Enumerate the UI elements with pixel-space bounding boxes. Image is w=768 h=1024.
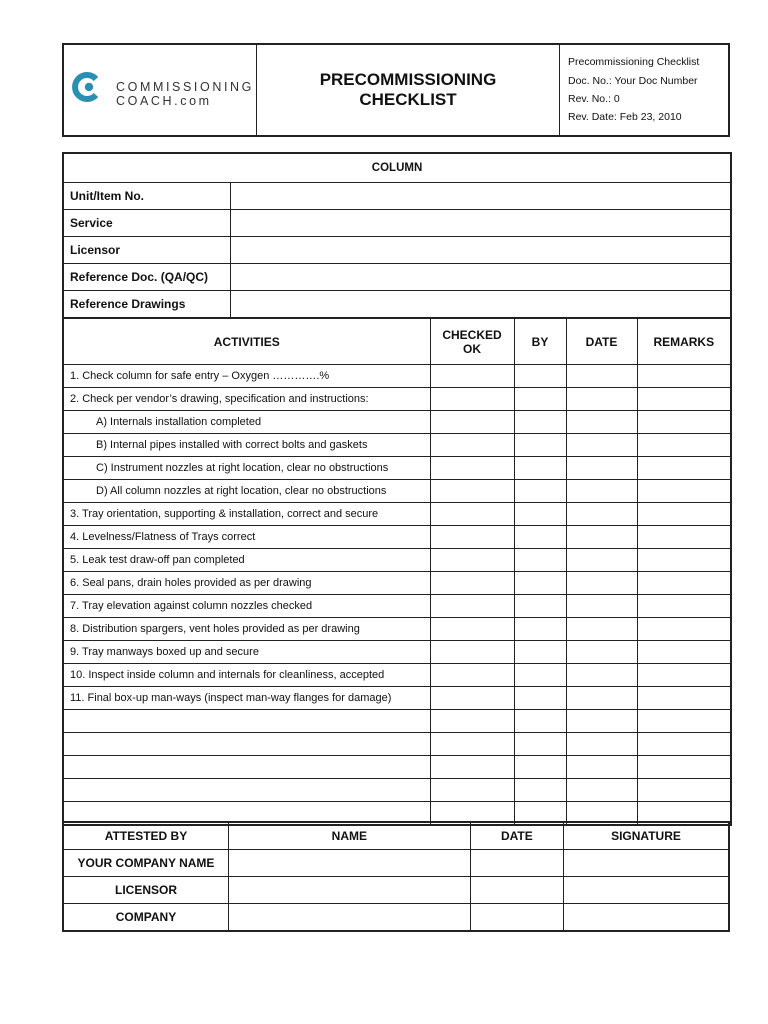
- name-header: NAME: [228, 822, 470, 850]
- by-cell[interactable]: [514, 733, 566, 756]
- attested-by-header: ATTESTED BY: [63, 822, 228, 850]
- section-title: COLUMN: [63, 153, 731, 183]
- activity-row: [63, 549, 731, 572]
- by-cell[interactable]: [514, 526, 566, 549]
- attestation-signature-cell[interactable]: [563, 904, 729, 932]
- checked-ok-header: [430, 318, 514, 365]
- activity-row: [63, 388, 731, 411]
- remarks-cell[interactable]: [637, 710, 731, 733]
- commissioning-coach-logo-icon: [71, 72, 101, 102]
- remarks-cell[interactable]: [637, 503, 731, 526]
- activity-text: D) All column nozzles at right location, clear no obstructions: [63, 480, 430, 503]
- checked-ok-cell[interactable]: [430, 572, 514, 595]
- remarks-cell[interactable]: [637, 549, 731, 572]
- remarks-cell[interactable]: [637, 388, 731, 411]
- info-label: Licensor: [63, 237, 230, 264]
- attestation-name-cell[interactable]: [228, 904, 470, 932]
- by-cell[interactable]: [514, 480, 566, 503]
- attestation-date-cell[interactable]: [470, 904, 563, 932]
- attestation-name-cell[interactable]: [228, 850, 470, 877]
- attestation-party-label: LICENSOR: [63, 877, 228, 904]
- date-cell[interactable]: [566, 457, 637, 480]
- remarks-cell[interactable]: [637, 733, 731, 756]
- activity-row: [63, 365, 731, 388]
- checked-ok-cell[interactable]: [430, 503, 514, 526]
- activity-row: [63, 733, 731, 756]
- date-header: DATE: [566, 318, 637, 365]
- remarks-cell[interactable]: [637, 457, 731, 480]
- by-cell[interactable]: [514, 687, 566, 710]
- by-cell[interactable]: [514, 503, 566, 526]
- remarks-cell[interactable]: [637, 756, 731, 779]
- checked-ok-cell[interactable]: [430, 595, 514, 618]
- revision-date: Rev. Date: Feb 23, 2010: [568, 111, 682, 124]
- remarks-cell[interactable]: [637, 480, 731, 503]
- activity-text: [63, 733, 430, 756]
- activity-row: [63, 503, 731, 526]
- date-cell[interactable]: [566, 434, 637, 457]
- info-label: Reference Doc. (QA/QC): [63, 264, 230, 291]
- activity-row: [63, 687, 731, 710]
- date-cell[interactable]: [566, 480, 637, 503]
- checked-ok-cell[interactable]: [430, 641, 514, 664]
- info-value-field[interactable]: [230, 291, 731, 319]
- activity-row: [63, 618, 731, 641]
- info-value-field[interactable]: [230, 237, 731, 264]
- info-value-field[interactable]: [230, 183, 731, 210]
- activity-row: [63, 641, 731, 664]
- by-cell[interactable]: [514, 411, 566, 434]
- logo: [63, 44, 257, 136]
- info-row: [63, 183, 731, 210]
- activity-row: [63, 457, 731, 480]
- attestation-date-cell[interactable]: [470, 850, 563, 877]
- checked-ok-cell[interactable]: [430, 756, 514, 779]
- document-title: [257, 44, 560, 136]
- info-row: [63, 210, 731, 237]
- activity-text: A) Internals installation completed: [63, 411, 430, 434]
- logo-line-2: COACH.com: [116, 94, 212, 108]
- activity-text: [63, 779, 430, 802]
- checked-ok-cell[interactable]: [430, 480, 514, 503]
- remarks-cell[interactable]: [637, 434, 731, 457]
- title-line-2: CHECKLIST: [359, 90, 457, 109]
- by-header: BY: [514, 318, 566, 365]
- activity-text: B) Internal pipes installed with correct bolts and gaskets: [63, 434, 430, 457]
- date-cell[interactable]: [566, 572, 637, 595]
- attestation-party-label: YOUR COMPANY NAME: [63, 850, 228, 877]
- revision-number: Rev. No.: 0: [568, 93, 620, 105]
- activities-header: ACTIVITIES: [63, 318, 430, 365]
- checked-ok-cell[interactable]: [430, 549, 514, 572]
- activity-text: [63, 756, 430, 779]
- checked-ok-cell[interactable]: [430, 664, 514, 687]
- remarks-cell[interactable]: [637, 641, 731, 664]
- date-cell[interactable]: [566, 779, 637, 802]
- remarks-cell[interactable]: [637, 365, 731, 388]
- remarks-cell[interactable]: [637, 618, 731, 641]
- checked-ok-cell[interactable]: [430, 710, 514, 733]
- date-cell[interactable]: [566, 733, 637, 756]
- attestation-signature-cell[interactable]: [563, 877, 729, 904]
- logo-line-1: COMMISSIONING: [116, 80, 254, 94]
- activity-header-row: [63, 318, 731, 365]
- checked-header-line-1: CHECKED: [442, 327, 502, 342]
- attestation-header-row: [63, 822, 729, 850]
- activity-row: [63, 411, 731, 434]
- by-cell[interactable]: [514, 572, 566, 595]
- date-cell[interactable]: [566, 503, 637, 526]
- attestation-name-cell[interactable]: [228, 877, 470, 904]
- attestation-table: [62, 821, 730, 932]
- by-cell[interactable]: [514, 756, 566, 779]
- activity-text: 9. Tray manways boxed up and secure: [63, 641, 430, 664]
- checked-ok-cell[interactable]: [430, 618, 514, 641]
- attestation-date-cell[interactable]: [470, 877, 563, 904]
- by-cell[interactable]: [514, 365, 566, 388]
- by-cell[interactable]: [514, 434, 566, 457]
- activity-text: 5. Leak test draw-off pan completed: [63, 549, 430, 572]
- activity-text: 10. Inspect inside column and internals for cleanliness, accepted: [63, 664, 430, 687]
- remarks-cell[interactable]: [637, 687, 731, 710]
- date-cell[interactable]: [566, 595, 637, 618]
- by-cell[interactable]: [514, 595, 566, 618]
- info-label: Unit/Item No.: [63, 183, 230, 210]
- activity-text: [63, 710, 430, 733]
- document-info: [560, 44, 730, 136]
- info-row: [63, 237, 731, 264]
- date-cell[interactable]: [566, 411, 637, 434]
- date-cell[interactable]: [566, 664, 637, 687]
- info-value-field[interactable]: [230, 210, 731, 237]
- logo-text: [116, 80, 254, 108]
- checked-ok-cell[interactable]: [430, 388, 514, 411]
- activity-text: C) Instrument nozzles at right location, clear no obstructions: [63, 457, 430, 480]
- activity-row: [63, 480, 731, 503]
- by-cell[interactable]: [514, 779, 566, 802]
- info-label: Service: [63, 210, 230, 237]
- attestation-row: [63, 904, 729, 932]
- info-row: [63, 264, 731, 291]
- checked-ok-cell[interactable]: [430, 457, 514, 480]
- checked-ok-cell[interactable]: [430, 434, 514, 457]
- by-cell[interactable]: [514, 549, 566, 572]
- title-line-1: PRECOMMISSIONING: [319, 70, 497, 89]
- date-cell[interactable]: [566, 756, 637, 779]
- date-cell[interactable]: [566, 618, 637, 641]
- by-cell[interactable]: [514, 664, 566, 687]
- activity-row: [63, 526, 731, 549]
- attest-date-header: DATE: [470, 822, 563, 850]
- doc-name: Precommissioning Checklist: [568, 56, 700, 69]
- by-cell[interactable]: [514, 641, 566, 664]
- doc-number: Doc. No.: Your Doc Number: [568, 74, 698, 87]
- checked-ok-cell[interactable]: [430, 687, 514, 710]
- remarks-cell[interactable]: [637, 411, 731, 434]
- by-cell[interactable]: [514, 457, 566, 480]
- activity-text: 7. Tray elevation against column nozzles checked: [63, 595, 430, 618]
- activity-text: 1. Check column for safe entry – Oxygen ………….%: [63, 365, 430, 388]
- activity-text: 8. Distribution spargers, vent holes provided as per drawing: [63, 618, 430, 641]
- date-cell[interactable]: [566, 549, 637, 572]
- attestation-row: [63, 850, 729, 877]
- signature-header: SIGNATURE: [563, 822, 729, 850]
- date-cell[interactable]: [566, 641, 637, 664]
- by-cell[interactable]: [514, 388, 566, 411]
- by-cell[interactable]: [514, 710, 566, 733]
- by-cell[interactable]: [514, 618, 566, 641]
- remarks-header: REMARKS: [637, 318, 731, 365]
- activity-row: [63, 595, 731, 618]
- activity-text: 2. Check per vendor’s drawing, specification and instructions:: [63, 388, 430, 411]
- checked-ok-cell[interactable]: [430, 733, 514, 756]
- date-cell[interactable]: [566, 710, 637, 733]
- checked-ok-cell[interactable]: [430, 411, 514, 434]
- checked-ok-cell[interactable]: [430, 779, 514, 802]
- remarks-cell[interactable]: [637, 779, 731, 802]
- activity-text: 11. Final box-up man-ways (inspect man-way flanges for damage): [63, 687, 430, 710]
- remarks-cell[interactable]: [637, 526, 731, 549]
- remarks-cell[interactable]: [637, 572, 731, 595]
- remarks-cell[interactable]: [637, 595, 731, 618]
- info-label: Reference Drawings: [63, 291, 230, 319]
- activity-row: [63, 756, 731, 779]
- checked-ok-cell[interactable]: [430, 526, 514, 549]
- attestation-row: [63, 877, 729, 904]
- document-header: [62, 43, 730, 137]
- checklist-table: [62, 152, 732, 826]
- activity-text: 6. Seal pans, drain holes provided as per drawing: [63, 572, 430, 595]
- attestation-party-label: COMPANY: [63, 904, 228, 932]
- date-cell[interactable]: [566, 365, 637, 388]
- info-value-field[interactable]: [230, 264, 731, 291]
- info-row: [63, 291, 731, 319]
- activity-row: [63, 710, 731, 733]
- date-cell[interactable]: [566, 388, 637, 411]
- checked-ok-cell[interactable]: [430, 365, 514, 388]
- remarks-cell[interactable]: [637, 664, 731, 687]
- attestation-signature-cell[interactable]: [563, 850, 729, 877]
- checked-header-line-2: OK: [463, 341, 481, 356]
- date-cell[interactable]: [566, 687, 637, 710]
- activity-row: [63, 434, 731, 457]
- activity-text: 3. Tray orientation, supporting & installation, correct and secure: [63, 503, 430, 526]
- activity-row: [63, 779, 731, 802]
- activity-row: [63, 664, 731, 687]
- date-cell[interactable]: [566, 526, 637, 549]
- activity-text: 4. Levelness/Flatness of Trays correct: [63, 526, 430, 549]
- activity-row: [63, 572, 731, 595]
